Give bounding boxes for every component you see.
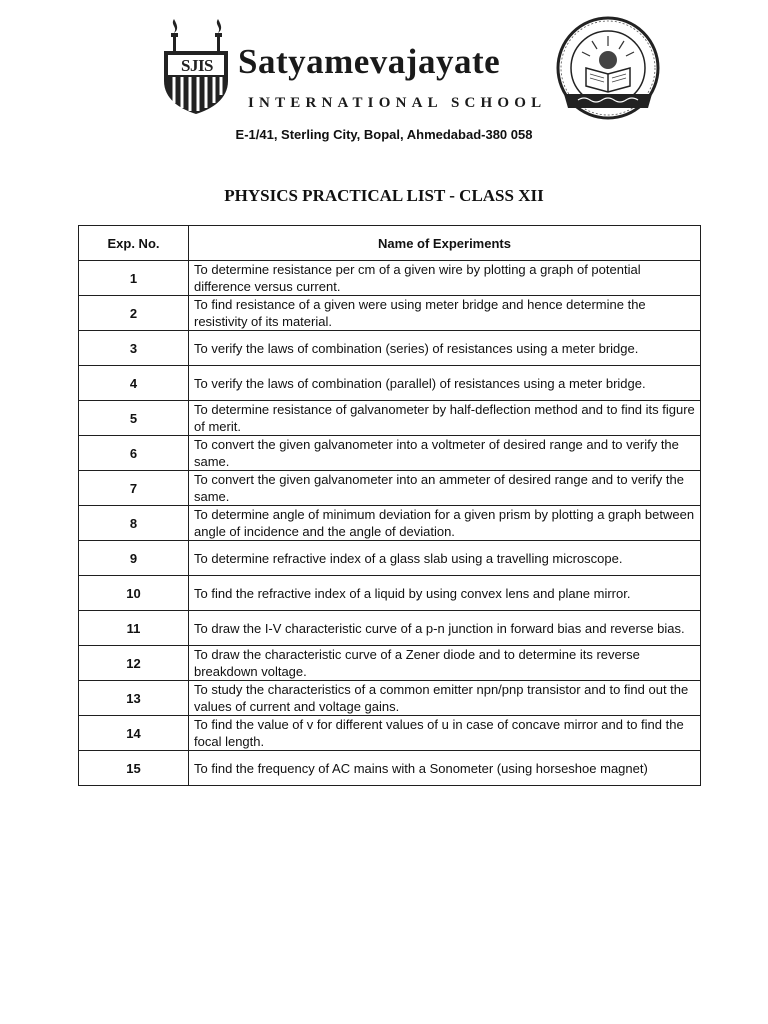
exp-number: 14 bbox=[79, 716, 189, 751]
table-row bbox=[79, 576, 701, 611]
header-exp-no: Exp. No. bbox=[79, 226, 189, 261]
table-row bbox=[79, 751, 701, 786]
exp-number: 8 bbox=[79, 506, 189, 541]
table-row bbox=[79, 506, 701, 541]
table-row bbox=[79, 401, 701, 436]
exp-name: To determine resistance per cm of a given wire by plotting a graph of potential difference versus current. bbox=[189, 261, 701, 296]
exp-number: 15 bbox=[79, 751, 189, 786]
exp-number: 3 bbox=[79, 331, 189, 366]
table-row bbox=[79, 646, 701, 681]
header-experiment-name: Name of Experiments bbox=[189, 226, 701, 261]
exp-number: 4 bbox=[79, 366, 189, 401]
exp-name: To study the characteristics of a common emitter npn/pnp transistor and to find out the values of current and voltage gains. bbox=[189, 681, 701, 716]
table-row bbox=[79, 716, 701, 751]
exp-name: To find the frequency of AC mains with a Sonometer (using horseshoe magnet) bbox=[189, 751, 701, 786]
experiments-table bbox=[78, 225, 701, 786]
exp-number: 2 bbox=[79, 296, 189, 331]
cbse-seal-icon bbox=[556, 16, 660, 120]
exp-number: 9 bbox=[79, 541, 189, 576]
table-header-row bbox=[79, 226, 701, 261]
exp-name: To draw the I-V characteristic curve of a p-n junction in forward bias and reverse bias. bbox=[189, 611, 701, 646]
exp-name: To determine angle of minimum deviation for a given prism by plotting a graph between angle of incidence and the angle of deviation. bbox=[189, 506, 701, 541]
exp-number: 7 bbox=[79, 471, 189, 506]
exp-number: 10 bbox=[79, 576, 189, 611]
table-row bbox=[79, 436, 701, 471]
logo-initials: SJIS bbox=[180, 56, 214, 75]
table-row bbox=[79, 261, 701, 296]
exp-number: 12 bbox=[79, 646, 189, 681]
exp-name: To convert the given galvanometer into an ammeter of desired range and to verify the same. bbox=[189, 471, 701, 506]
page-title: PHYSICS PRACTICAL LIST - CLASS XII bbox=[224, 186, 544, 205]
school-address: E-1/41, Sterling City, Bopal, Ahmedabad-380 058 bbox=[235, 127, 533, 142]
exp-name: To verify the laws of combination (parallel) of resistances using a meter bridge. bbox=[189, 366, 701, 401]
table-row bbox=[79, 331, 701, 366]
exp-number: 5 bbox=[79, 401, 189, 436]
exp-number: 6 bbox=[79, 436, 189, 471]
table-row bbox=[79, 541, 701, 576]
table-body bbox=[79, 261, 701, 786]
exp-number: 13 bbox=[79, 681, 189, 716]
exp-name: To draw the characteristic curve of a Zener diode and to determine its reverse breakdown voltage. bbox=[189, 646, 701, 681]
table-row bbox=[79, 366, 701, 401]
school-name: Satyamevajayate bbox=[238, 42, 501, 81]
exp-number: 1 bbox=[79, 261, 189, 296]
exp-number: 11 bbox=[79, 611, 189, 646]
exp-name: To convert the given galvanometer into a voltmeter of desired range and to verify the same. bbox=[189, 436, 701, 471]
exp-name: To find the refractive index of a liquid by using convex lens and plane mirror. bbox=[189, 576, 701, 611]
table-row bbox=[79, 681, 701, 716]
exp-name: To determine resistance of galvanometer by half-deflection method and to find its figure of merit. bbox=[189, 401, 701, 436]
exp-name: To find resistance of a given were using meter bridge and hence determine the resistivity of its material. bbox=[189, 296, 701, 331]
table-header bbox=[79, 226, 701, 261]
school-subtitle: INTERNATIONAL SCHOOL bbox=[248, 95, 547, 111]
table-row bbox=[79, 471, 701, 506]
exp-name: To find the value of v for different values of u in case of concave mirror and to find the focal length. bbox=[189, 716, 701, 751]
exp-name: To determine refractive index of a glass slab using a travelling microscope. bbox=[189, 541, 701, 576]
exp-name: To verify the laws of combination (series) of resistances using a meter bridge. bbox=[189, 331, 701, 366]
table-row bbox=[79, 296, 701, 331]
table-row bbox=[79, 611, 701, 646]
